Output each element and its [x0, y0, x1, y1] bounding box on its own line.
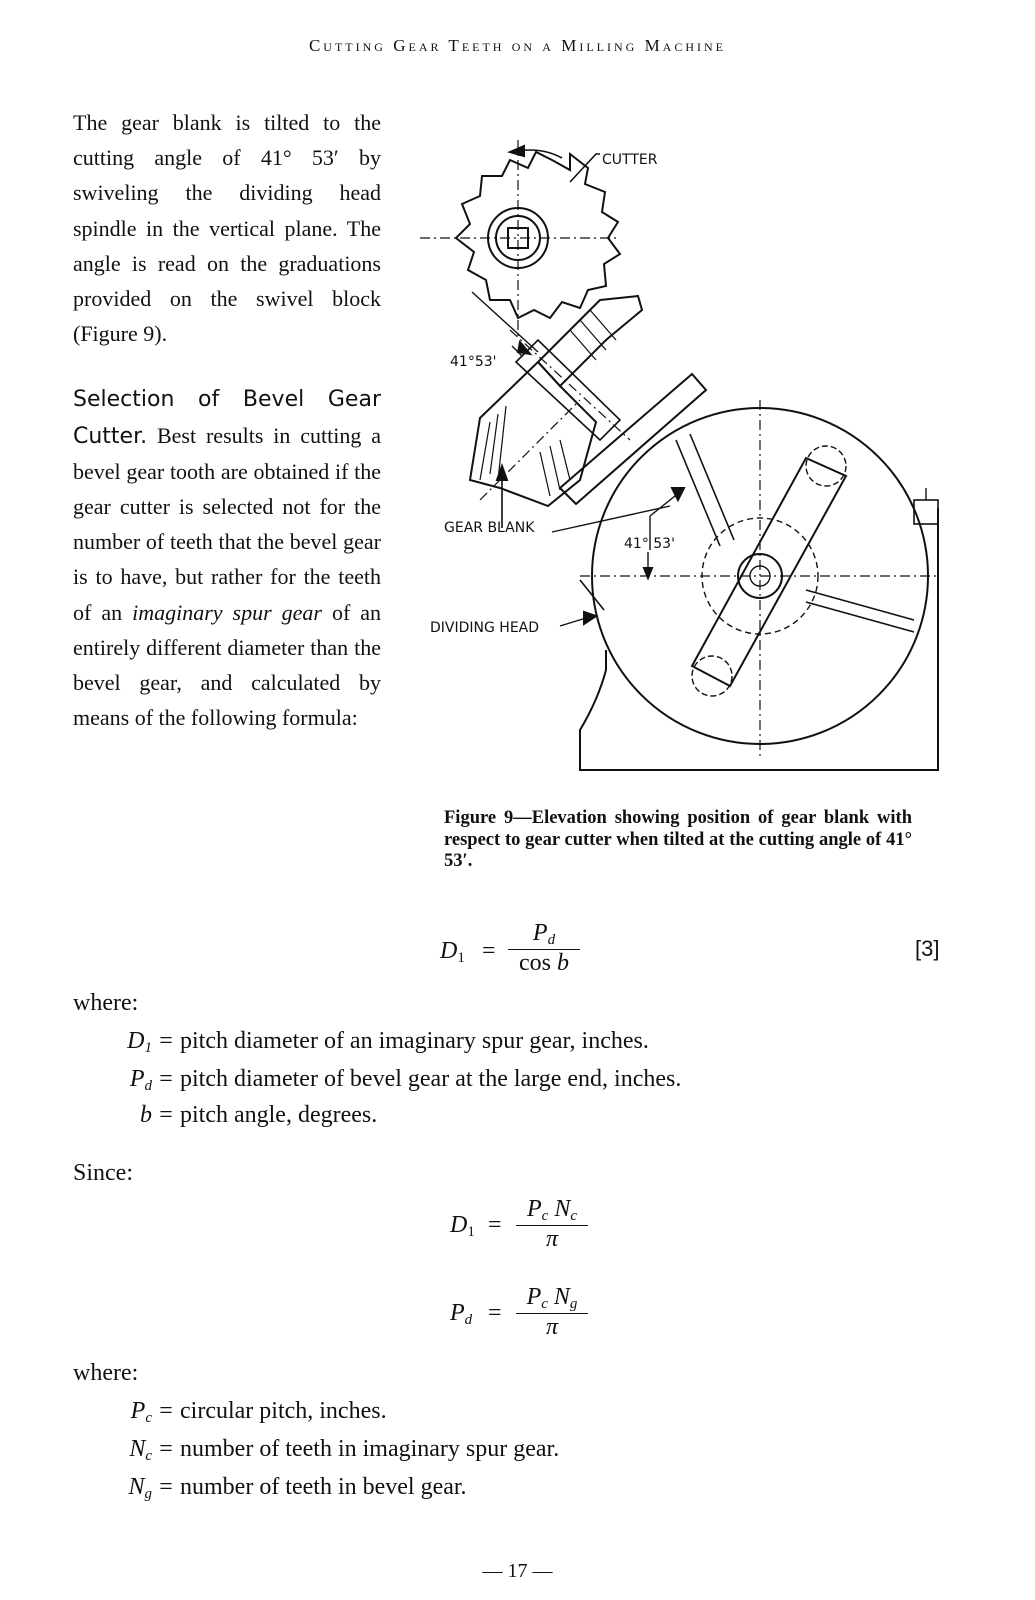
formula-d1-equals: =	[488, 1212, 502, 1238]
definition-row: b = pitch angle, degrees.	[140, 1102, 378, 1128]
page-number: — 17 —	[482, 1560, 553, 1582]
equation-number: [3]	[915, 936, 940, 961]
formula-d1-fraction: $P_c$ $N_c$ π	[516, 1196, 588, 1253]
figure-9-drawing	[420, 140, 950, 780]
where-label-1: where:	[73, 990, 139, 1016]
label-cutter: CUTTER	[602, 152, 658, 168]
figure-caption: Figure 9—Elevation showing position of gear blank with respect to gear cutter when tilted at the cutting angle of 41° 53′.	[444, 808, 912, 871]
where-label-2: where:	[73, 1360, 139, 1386]
label-angle-top: 41°53'	[450, 354, 497, 370]
formula-3-fraction: $P_d$ cos b	[508, 920, 580, 977]
section-title: Selection of Bevel Gear Cutter.	[73, 387, 381, 449]
since-label: Since:	[73, 1160, 133, 1186]
definition-row: $P_d$ = pitch diameter of bevel gear at the large end, inches.	[129, 1066, 682, 1094]
label-gear-blank: GEAR BLANK	[444, 520, 535, 536]
definition-row: $N_c$ = number of teeth in imaginary spur gear.	[129, 1436, 560, 1464]
emphasis-imaginary-spur-gear: imaginary spur gear	[132, 599, 322, 625]
formula-pd-fraction: $P_c$ $N_g$ π	[516, 1284, 588, 1341]
formula-d1-lhs: $D_1$	[450, 1212, 475, 1240]
paragraph-tilt: The gear blank is tilted to the cutting angle of 41° 53′ by swiveling the dividing head spindle in the vertical plane. The angle is read on the graduations provided on the swivel block (Figure 9).	[73, 110, 381, 347]
formula-pd-equals: =	[488, 1300, 502, 1326]
spindle	[560, 374, 706, 504]
body-column	[73, 105, 381, 735]
label-angle-mid: 41° 53'	[624, 536, 675, 552]
definition-row: $N_g$ = number of teeth in bevel gear.	[128, 1474, 467, 1502]
formula-3-lhs: $D_1$	[440, 938, 465, 966]
para-text-b: of an entirely different diameter than the bevel gear, and calculated by means of the following formula:	[73, 599, 382, 731]
label-dividing-head: DIVIDING HEAD	[430, 620, 540, 636]
definition-row: $D_1$ = pitch diameter of an imaginary spur gear, inches.	[127, 1028, 649, 1056]
formula-pd-lhs: $P_d$	[450, 1300, 473, 1328]
dividing-head	[560, 400, 940, 770]
definition-row: $P_c$ = circular pitch, inches.	[130, 1398, 387, 1426]
paragraph-selection	[73, 381, 381, 735]
running-header: Cutting Gear Teeth on a Milling Machine	[308, 36, 727, 55]
para-text-a: Best results in cutting a bevel gear tooth are obtained if the gear cutter is selected not for the number of teeth that the bevel gear is to have, but rather for the teeth of an	[73, 422, 381, 625]
gear-blank	[470, 292, 670, 532]
formula-3-equals: =	[482, 938, 496, 964]
